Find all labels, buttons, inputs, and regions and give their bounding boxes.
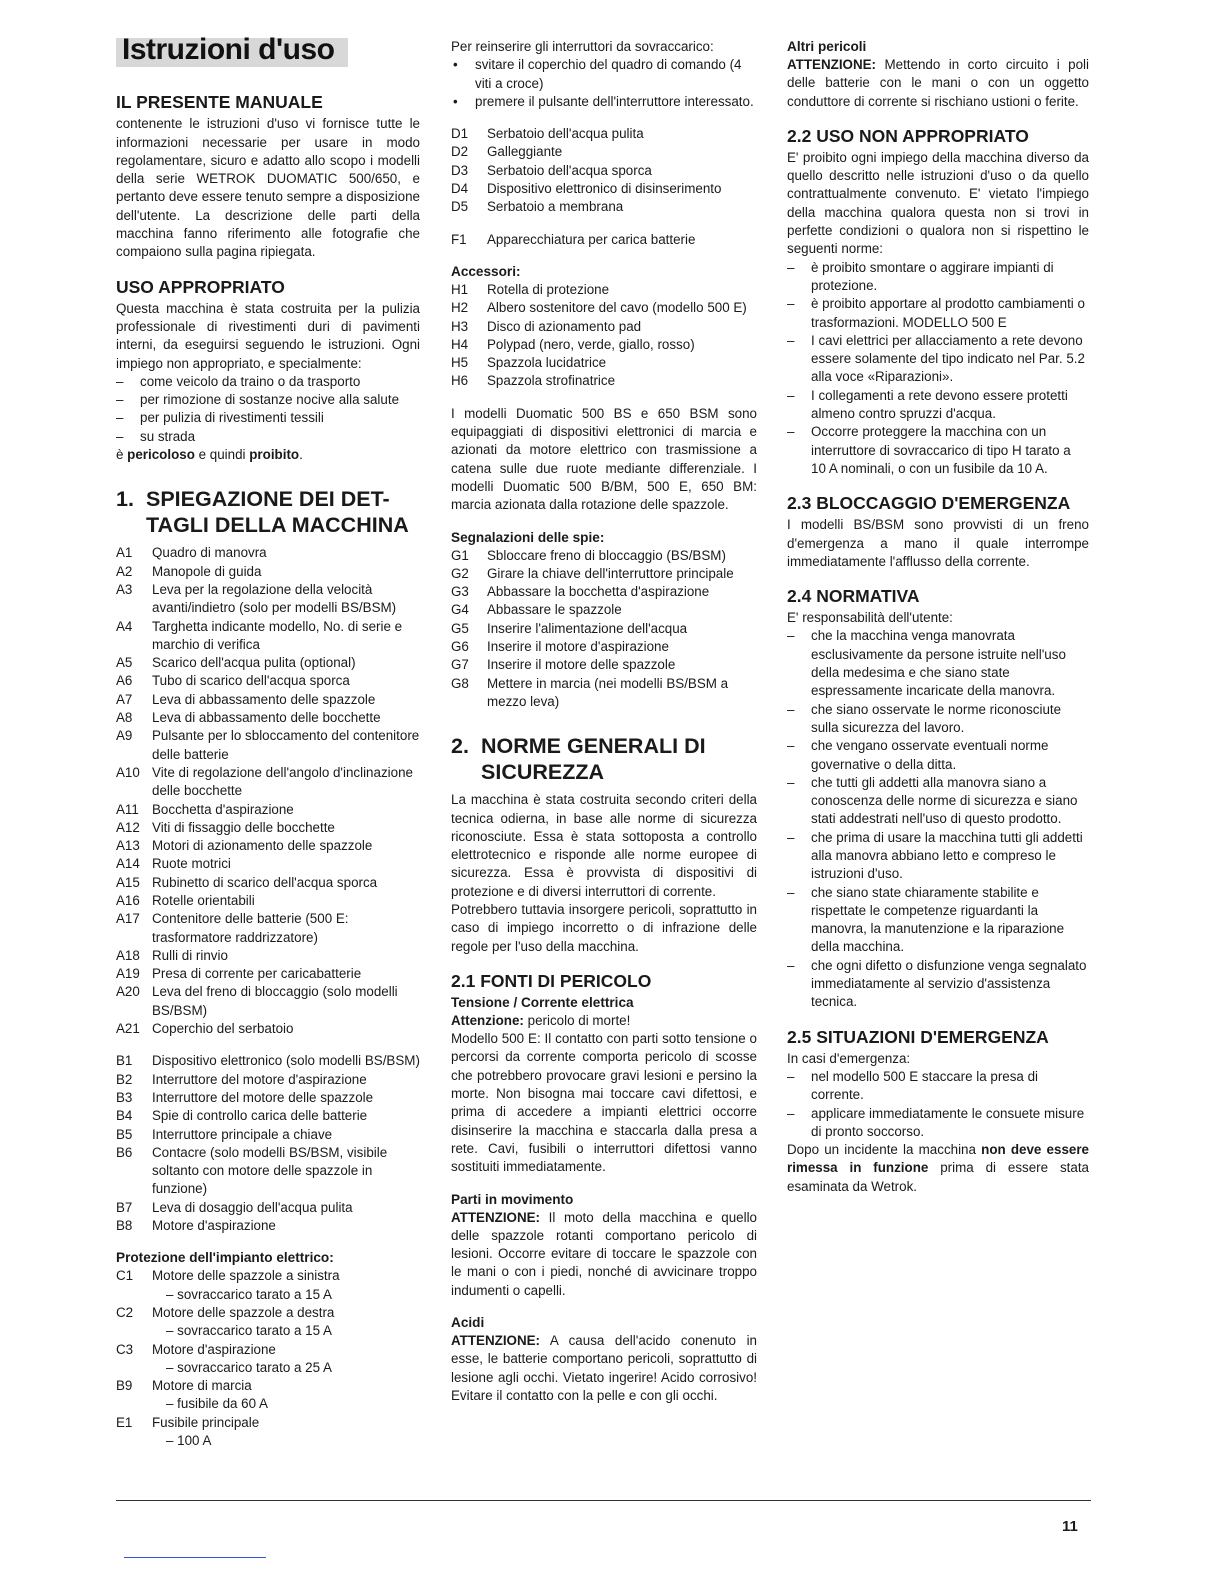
item-code: G4 — [451, 602, 469, 618]
footer-divider — [116, 1500, 1091, 1501]
item-code: E1 — [116, 1414, 133, 1430]
item-code: H5 — [451, 355, 469, 371]
item-text: Vite di regolazione dell'angolo d'inclinazione delle bocchette — [152, 764, 413, 799]
item-subtext: – sovraccarico tarato a 15 A — [166, 1286, 332, 1302]
item-code: G8 — [451, 675, 469, 691]
item-code: H3 — [451, 318, 469, 334]
list-item — [451, 198, 757, 216]
s24-list — [787, 627, 1089, 1011]
list-item: – che la macchina venga manovrata esclusivamente da persone istruite nell'uso della medesima e che siano state espressamente incaricate della manovra. — [787, 628, 1066, 699]
manual-text: contenente le istruzioni d'uso vi fornisce tutte le informazioni necessarie per usare in modo regolamentare, sicuro e adatto allo scopo i modelli della serie WETROK DUOMATIC 500/650, e pertanto deve essere tenuto sempre a disposizione dell'utente. La descrizione delle parti della macchina fanno riferimento alle fotografie che compaiono sulla pagina ripiegata. — [116, 116, 420, 260]
item-text: Pulsante per lo sbloccamento del contenitore delle batterie — [152, 728, 420, 762]
item-text: Motore delle spazzole a sinistra — [152, 1268, 340, 1284]
item-text: Quadro di manovra — [152, 545, 267, 561]
altri-heading: Altri pericoli — [787, 39, 867, 54]
list-item: – che siano state chiaramente stabilite e rispettate le competenze riguardanti la manovra, la manutenzione e la riparazione della macchina. — [787, 884, 1065, 955]
list-item: – che siano osservate le norme riconosciute sulla sicurezza del lavoro. — [787, 701, 1062, 735]
item-text: Spie di controllo carica delle batterie — [152, 1108, 368, 1124]
list-item — [451, 281, 757, 299]
models-text: I modelli Duomatic 500 BS e 650 BSM sono equipaggiati di dispositivi elettronici di marcia e azionati da motore elettrico con trasmissione a catena sulle due ruote mediante differenziale. I modelli Duomatic 500 B/BM, 500 E, 650 BM: marcia azionata dalla rotazione delle spazzole. — [451, 405, 757, 513]
s22-heading: 2.2 USO NON APPROPRIATO — [787, 125, 1029, 146]
page-title: Istruzioni d'uso — [122, 33, 335, 66]
list-item — [116, 1020, 420, 1038]
accessori-heading: Accessori: — [451, 263, 521, 279]
list-item — [116, 874, 420, 892]
s21-text: Modello 500 E: Il contatto con parti sotto tensione o percorsi da corrente comporta pericolo di scosse che potrebbero provocare gravi lesioni e persino la morte. Non bisogna mai toccare cavi difettosi, e prima di accedere a impianti elettrici occorre disinserire la macchina e staccarla dalla presa a rete. Cavi, fusibili o interruttori difettosi vanno sostituiti immediatamente. — [451, 1031, 757, 1175]
list-item — [116, 1304, 420, 1341]
s21-attention: Attenzione: pericolo di morte! — [451, 1012, 631, 1028]
list-item — [116, 691, 420, 709]
list-item — [116, 965, 420, 983]
section-2-heading: 2. NORME GENERALI DI SICUREZZA — [451, 734, 706, 785]
item-text: Presa di corrente per caricabatterie — [152, 966, 362, 982]
blue-underline — [124, 1557, 266, 1558]
list-item — [116, 654, 420, 672]
item-text: Motore delle spazzole a destra — [152, 1304, 335, 1320]
item-text: Bocchetta d'aspirazione — [152, 801, 294, 817]
list-item — [116, 544, 420, 562]
parti-text: ATTENZIONE: Il moto della macchina e quello delle spazzole rotanti comportano pericolo di lesioni. Occorre evitare di toccare le spazzole con le mani o con i piedi, nonché di avvicinare troppo indumenti o capelli. — [451, 1209, 757, 1298]
item-text: Dispositivo elettronico (solo modelli BS/BSM) — [152, 1053, 420, 1069]
d-items-list — [451, 125, 757, 216]
item-text: Abbassare la bocchetta d'aspirazione — [487, 584, 710, 600]
item-text: Girare la chiave dell'interruttore principale — [487, 565, 734, 581]
list-item: – è proibito smontare o aggirare impianti di protezione. — [787, 259, 1054, 293]
item-text: Coperchio del serbatoio — [152, 1021, 294, 1037]
item-code: A14 — [116, 856, 140, 872]
item-code: B7 — [116, 1199, 133, 1215]
s22-text: E' proibito ogni impiego della macchina diverso da quello descritto nelle istruzioni d'uso o da quello contrattualmente convenuto. E' vietato l'impiego della macchina qualora questa non si trovi in perfette condizioni o qualora non si rispettino le seguenti norme: — [787, 149, 1089, 257]
s24-heading: 2.4 NORMATIVA — [787, 586, 920, 607]
parti-heading: Parti in movimento — [451, 1191, 574, 1207]
item-code: A12 — [116, 819, 140, 835]
item-text: Mettere in marcia (nei modelli BS/BSM a mezzo leva) — [487, 675, 729, 709]
item-code: G2 — [451, 565, 469, 581]
item-code: B2 — [116, 1071, 133, 1087]
item-text: Rotelle orientabili — [152, 892, 255, 908]
list-item: – che vengano osservate eventuali norme governative o della ditta. — [787, 738, 1049, 772]
sec2-text-2: Potrebbero tuttavia insorgere pericoli, soprattutto in caso di impiego incorretto o di infrazione delle regole per l'uso della macchina. — [451, 901, 757, 954]
list-item — [451, 318, 757, 336]
list-item: – Occorre proteggere la macchina con un interruttore di sovraccarico di tipo H tarato a 10 A nominali, o con un fusibile da 10 A. — [787, 424, 1071, 476]
list-item — [116, 819, 420, 837]
s24-text: E' responsabilità dell'utente: — [787, 610, 953, 626]
item-text: Interruttore principale a chiave — [152, 1126, 333, 1142]
list-item: – che prima di usare la macchina tutti gli addetti alla manovra abbiano letto e compreso le istruzioni d'uso. — [787, 829, 1083, 882]
list-item — [116, 1144, 420, 1199]
list-item: – nel modello 500 E staccare la presa di corrente. — [787, 1068, 1039, 1103]
item-code: F1 — [451, 231, 467, 247]
list-item — [451, 354, 757, 372]
section-1-heading: 1. SPIEGAZIONE DEI DET- TAGLI DELLA MACCHINA — [116, 487, 409, 538]
s25-conclusion: Dopo un incidente la macchina non deve essere rimessa in funzione prima di essere stata esaminata da Wetrok. — [787, 1142, 1090, 1194]
item-text: Galleggiante — [487, 144, 563, 160]
item-code: A1 — [116, 545, 133, 561]
list-item — [116, 801, 420, 819]
item-code: A21 — [116, 1021, 140, 1037]
item-text: Leva di abbassamento delle spazzole — [152, 691, 376, 707]
item-code: C1 — [116, 1268, 134, 1284]
list-item — [451, 372, 757, 390]
list-item — [451, 180, 757, 198]
item-text: Dispositivo elettronico di disinserimento — [487, 181, 722, 197]
column-middle — [451, 38, 757, 1405]
item-code: B5 — [116, 1126, 133, 1142]
item-text: Abbassare le spazzole — [487, 602, 622, 618]
list-item: • premere il pulsante dell'interruttore interessato. — [453, 93, 754, 109]
list-item — [451, 231, 757, 249]
item-code: A10 — [116, 764, 140, 780]
list-item — [451, 125, 757, 143]
list-item: – su strada — [116, 428, 196, 444]
list-item — [116, 1089, 420, 1107]
list-item — [451, 299, 757, 317]
item-code: B8 — [116, 1218, 133, 1234]
list-item — [451, 601, 757, 619]
list-item — [116, 764, 420, 801]
b-items-list — [116, 1052, 420, 1235]
item-text: Interruttore del motore delle spazzole — [152, 1089, 374, 1105]
item-code: A20 — [116, 984, 140, 1000]
item-code: A7 — [116, 691, 133, 707]
list-item: – è proibito apportare al prodotto cambiamenti o trasformazioni. MODELLO 500 E — [787, 296, 1085, 330]
list-item — [116, 727, 420, 764]
list-item — [116, 1199, 420, 1217]
item-code: G7 — [451, 657, 469, 673]
item-code: A18 — [116, 947, 140, 963]
item-subtext: – 100 A — [166, 1433, 212, 1448]
s21-subheading: Tensione / Corrente elettrica — [451, 994, 634, 1010]
item-text: Leva del freno di bloccaggio (solo modelli BS/BSM) — [152, 984, 398, 1018]
s21-heading: 2.1 FONTI DI PERICOLO — [451, 970, 652, 991]
list-item: – per pulizia di rivestimenti tessili — [116, 410, 324, 426]
item-text: Spazzola strofinatrice — [487, 373, 616, 389]
list-item — [116, 1126, 420, 1144]
item-code: A3 — [116, 581, 133, 597]
item-code: G1 — [451, 547, 469, 563]
list-item — [451, 638, 757, 656]
item-code: A4 — [116, 618, 133, 634]
g-items-list — [451, 547, 757, 712]
list-item — [451, 583, 757, 601]
list-item — [116, 1414, 420, 1451]
list-item — [451, 656, 757, 674]
item-text: Fusibile principale — [152, 1414, 260, 1430]
list-item — [116, 618, 420, 655]
column-right — [787, 38, 1089, 1196]
item-code: H1 — [451, 281, 469, 297]
item-text: Leva di dosaggio dell'acqua pulita — [152, 1199, 353, 1215]
list-item — [116, 910, 420, 947]
item-code: A15 — [116, 874, 140, 890]
page-number: 11 — [1062, 1518, 1078, 1535]
altri-text: ATTENZIONE: Mettendo in corto circuito i poli delle batterie con le mani o con un oggetto conduttore di corrente si rischiano ustioni o ferite. — [787, 57, 1089, 109]
list-item: – I cavi elettrici per allacciamento a rete devono essere solamente del tipo indicato nel Par. 5.2 alla voce «Riparazioni». — [787, 332, 1085, 385]
acidi-text: ATTENZIONE: A causa dell'acido conenuto in esse, le batterie comportano pericoli, soprattutto di lesione agli occhi. Vietato ingerire! Acido corrosivo! Evitare il contatto con la pelle e con gli occhi. — [451, 1333, 757, 1403]
list-item — [116, 709, 420, 727]
item-text: Apparecchiatura per carica batterie — [487, 231, 696, 247]
list-item — [116, 892, 420, 910]
item-code: B1 — [116, 1053, 133, 1069]
item-text: Leva per la regolazione della velocità avanti/indietro (solo per modelli BS/BSM) — [152, 581, 397, 616]
item-text: Motore d'aspirazione — [152, 1341, 276, 1357]
list-item: – per rimozione di sostanze nocive alla salute — [116, 392, 400, 408]
list-item: • svitare il coperchio del quadro di comando (4 viti a croce) — [453, 57, 742, 91]
item-code: A19 — [116, 966, 140, 982]
list-item — [116, 672, 420, 690]
acidi-heading: Acidi — [451, 1315, 485, 1331]
item-code: C3 — [116, 1341, 134, 1357]
item-code: D4 — [451, 181, 469, 197]
item-text: Ruote motrici — [152, 856, 231, 872]
item-text: Rotella di protezione — [487, 281, 610, 297]
item-text: Viti di fissaggio delle bocchette — [152, 819, 335, 835]
item-code: A11 — [116, 801, 139, 817]
item-text: Serbatoio dell'acqua sporca — [487, 162, 652, 178]
item-code: A13 — [116, 838, 140, 854]
item-code: H4 — [451, 336, 469, 352]
item-code: A9 — [116, 728, 133, 744]
item-text: Spazzola lucidatrice — [487, 355, 607, 371]
spie-heading: Segnalazioni delle spie: — [451, 529, 605, 545]
list-item: – che tutti gli addetti alla manovra siano a conoscenza delle norme di sicurezza e siano stati addestrati nell'uso di questo prodotto. — [787, 774, 1078, 827]
list-item — [116, 1071, 420, 1089]
item-text: Leva di abbassamento delle bocchette — [152, 710, 381, 726]
list-item — [116, 1217, 420, 1235]
item-code: B3 — [116, 1089, 133, 1105]
item-code: A5 — [116, 655, 133, 671]
list-item — [116, 837, 420, 855]
list-item — [451, 565, 757, 583]
item-code: B6 — [116, 1144, 133, 1160]
manual-heading: IL PRESENTE MANUALE — [116, 92, 323, 113]
item-code: D5 — [451, 199, 469, 215]
item-code: A2 — [116, 563, 133, 579]
item-code: A16 — [116, 892, 140, 908]
item-code: C2 — [116, 1304, 134, 1320]
uso-conclusion: è pericoloso e quindi proibito. — [116, 447, 303, 463]
list-item — [116, 1107, 420, 1125]
list-item — [451, 620, 757, 638]
item-text: Rulli di rinvio — [152, 947, 228, 963]
list-item: – applicare immediatamente le consuete misure di pronto soccorso. — [787, 1105, 1085, 1139]
item-text: Inserire il motore delle spazzole — [487, 657, 676, 673]
item-text: Albero sostenitore del cavo (modello 500 E) — [487, 300, 747, 316]
list-item — [451, 675, 757, 712]
item-code: B9 — [116, 1378, 133, 1394]
list-item: – come veicolo da traino o da trasporto — [116, 373, 361, 389]
list-item — [116, 983, 420, 1020]
s22-list — [787, 259, 1089, 479]
reinsert-text: Per reinserire gli interruttori da sovraccarico: — [451, 39, 714, 54]
item-code: G5 — [451, 620, 469, 636]
item-code: A8 — [116, 710, 133, 726]
list-item — [451, 162, 757, 180]
list-item — [116, 855, 420, 873]
item-text: Sbloccare freno di bloccaggio (BS/BSM) — [487, 547, 726, 563]
item-code: G3 — [451, 584, 469, 600]
item-subtext: – sovraccarico tarato a 25 A — [166, 1359, 332, 1375]
f-items-list — [451, 231, 757, 249]
list-item — [116, 1341, 420, 1378]
item-code: H2 — [451, 300, 469, 316]
item-text: Manopole di guida — [152, 563, 262, 579]
item-code: B4 — [116, 1108, 133, 1124]
item-text: Inserire il motore d'aspirazione — [487, 639, 669, 655]
item-subtext: – fusibile da 60 A — [166, 1396, 268, 1412]
item-code: D3 — [451, 162, 469, 178]
item-code: A6 — [116, 673, 133, 689]
item-text: Serbatoio dell'acqua pulita — [487, 126, 644, 142]
list-item — [116, 1377, 420, 1414]
item-code: G6 — [451, 639, 469, 655]
uso-list — [116, 373, 420, 446]
item-code: A17 — [116, 911, 140, 927]
list-item — [116, 563, 420, 581]
list-item: – che ogni difetto o disfunzione venga segnalato immediatamente al servizio d'assistenza tecnica. — [787, 957, 1087, 1010]
list-item — [451, 336, 757, 354]
item-text: Inserire l'alimentazione dell'acqua — [487, 620, 688, 636]
s25-heading: 2.5 SITUAZIONI D'EMERGENZA — [787, 1026, 1049, 1047]
item-text: Motore d'aspirazione — [152, 1218, 276, 1234]
item-subtext: – sovraccarico tarato a 15 A — [166, 1323, 332, 1339]
list-item — [451, 547, 757, 565]
item-code: H6 — [451, 373, 469, 389]
h-items-list — [451, 281, 757, 391]
s23-heading: 2.3 BLOCCAGGIO D'EMERGENZA — [787, 493, 1071, 514]
list-item — [116, 581, 420, 618]
item-code: D1 — [451, 126, 469, 142]
item-text: Serbatoio a membrana — [487, 199, 624, 215]
column-left — [116, 33, 420, 1450]
item-text: Interruttore del motore d'aspirazione — [152, 1071, 367, 1087]
sec2-text-1: La macchina è stata costruita secondo criteri della tecnica odierna, in base alle norme di sicurezza riconosciute. Essa è stata sottoposta a controllo elettrotecnico e risponde alle norme europee di sicurezza. Essa è provvista di dispositivi di protezione e di diversi interruttori di corrente. — [451, 792, 757, 899]
item-text: Rubinetto di scarico dell'acqua sporca — [152, 874, 378, 890]
list-item — [451, 143, 757, 161]
item-text: Scarico dell'acqua pulita (optional) — [152, 655, 356, 671]
item-text: Motore di marcia — [152, 1378, 252, 1394]
item-text: Disco di azionamento pad — [487, 318, 642, 334]
list-item — [116, 1267, 420, 1304]
a-items-list — [116, 544, 420, 1038]
protection-heading: Protezione dell'impianto elettrico: — [116, 1250, 334, 1266]
item-text: Motori di azionamento delle spazzole — [152, 838, 373, 854]
list-item — [116, 947, 420, 965]
list-item — [116, 1052, 420, 1070]
item-text: Contenitore delle batterie (500 E: trasformatore raddrizzatore) — [152, 911, 349, 945]
uso-heading: USO APPROPRIATO — [116, 276, 285, 297]
item-text: Targhetta indicante modello, No. di serie e marchio di verifica — [152, 618, 403, 652]
item-text: Contacre (solo modelli BS/BSM, visibile soltanto con motore delle spazzole in funzione) — [152, 1144, 388, 1197]
list-item: – I collegamenti a rete devono essere protetti almeno contro spruzzi d'acqua. — [787, 387, 1068, 422]
protection-list — [116, 1267, 420, 1450]
s23-text: I modelli BS/BSM sono provvisti di un freno d'emergenza a mano il quale interrompe immediatamente l'afflusso della corrente. — [787, 517, 1089, 569]
s25-text: In casi d'emergenza: — [787, 1050, 911, 1066]
uso-text: Questa macchina è stata costruita per la pulizia professionale di rivestimenti duri di pavimenti interni, da eseguirsi seguendo le istruzioni. Ogni impiego non appropriato, e specialmente: — [116, 300, 420, 371]
item-text: Polypad (nero, verde, giallo, rosso) — [487, 336, 695, 352]
s25-list — [787, 1068, 1089, 1141]
page-title-box — [116, 33, 348, 67]
item-text: Tubo di scarico dell'acqua sporca — [152, 673, 350, 689]
item-code: D2 — [451, 144, 469, 160]
